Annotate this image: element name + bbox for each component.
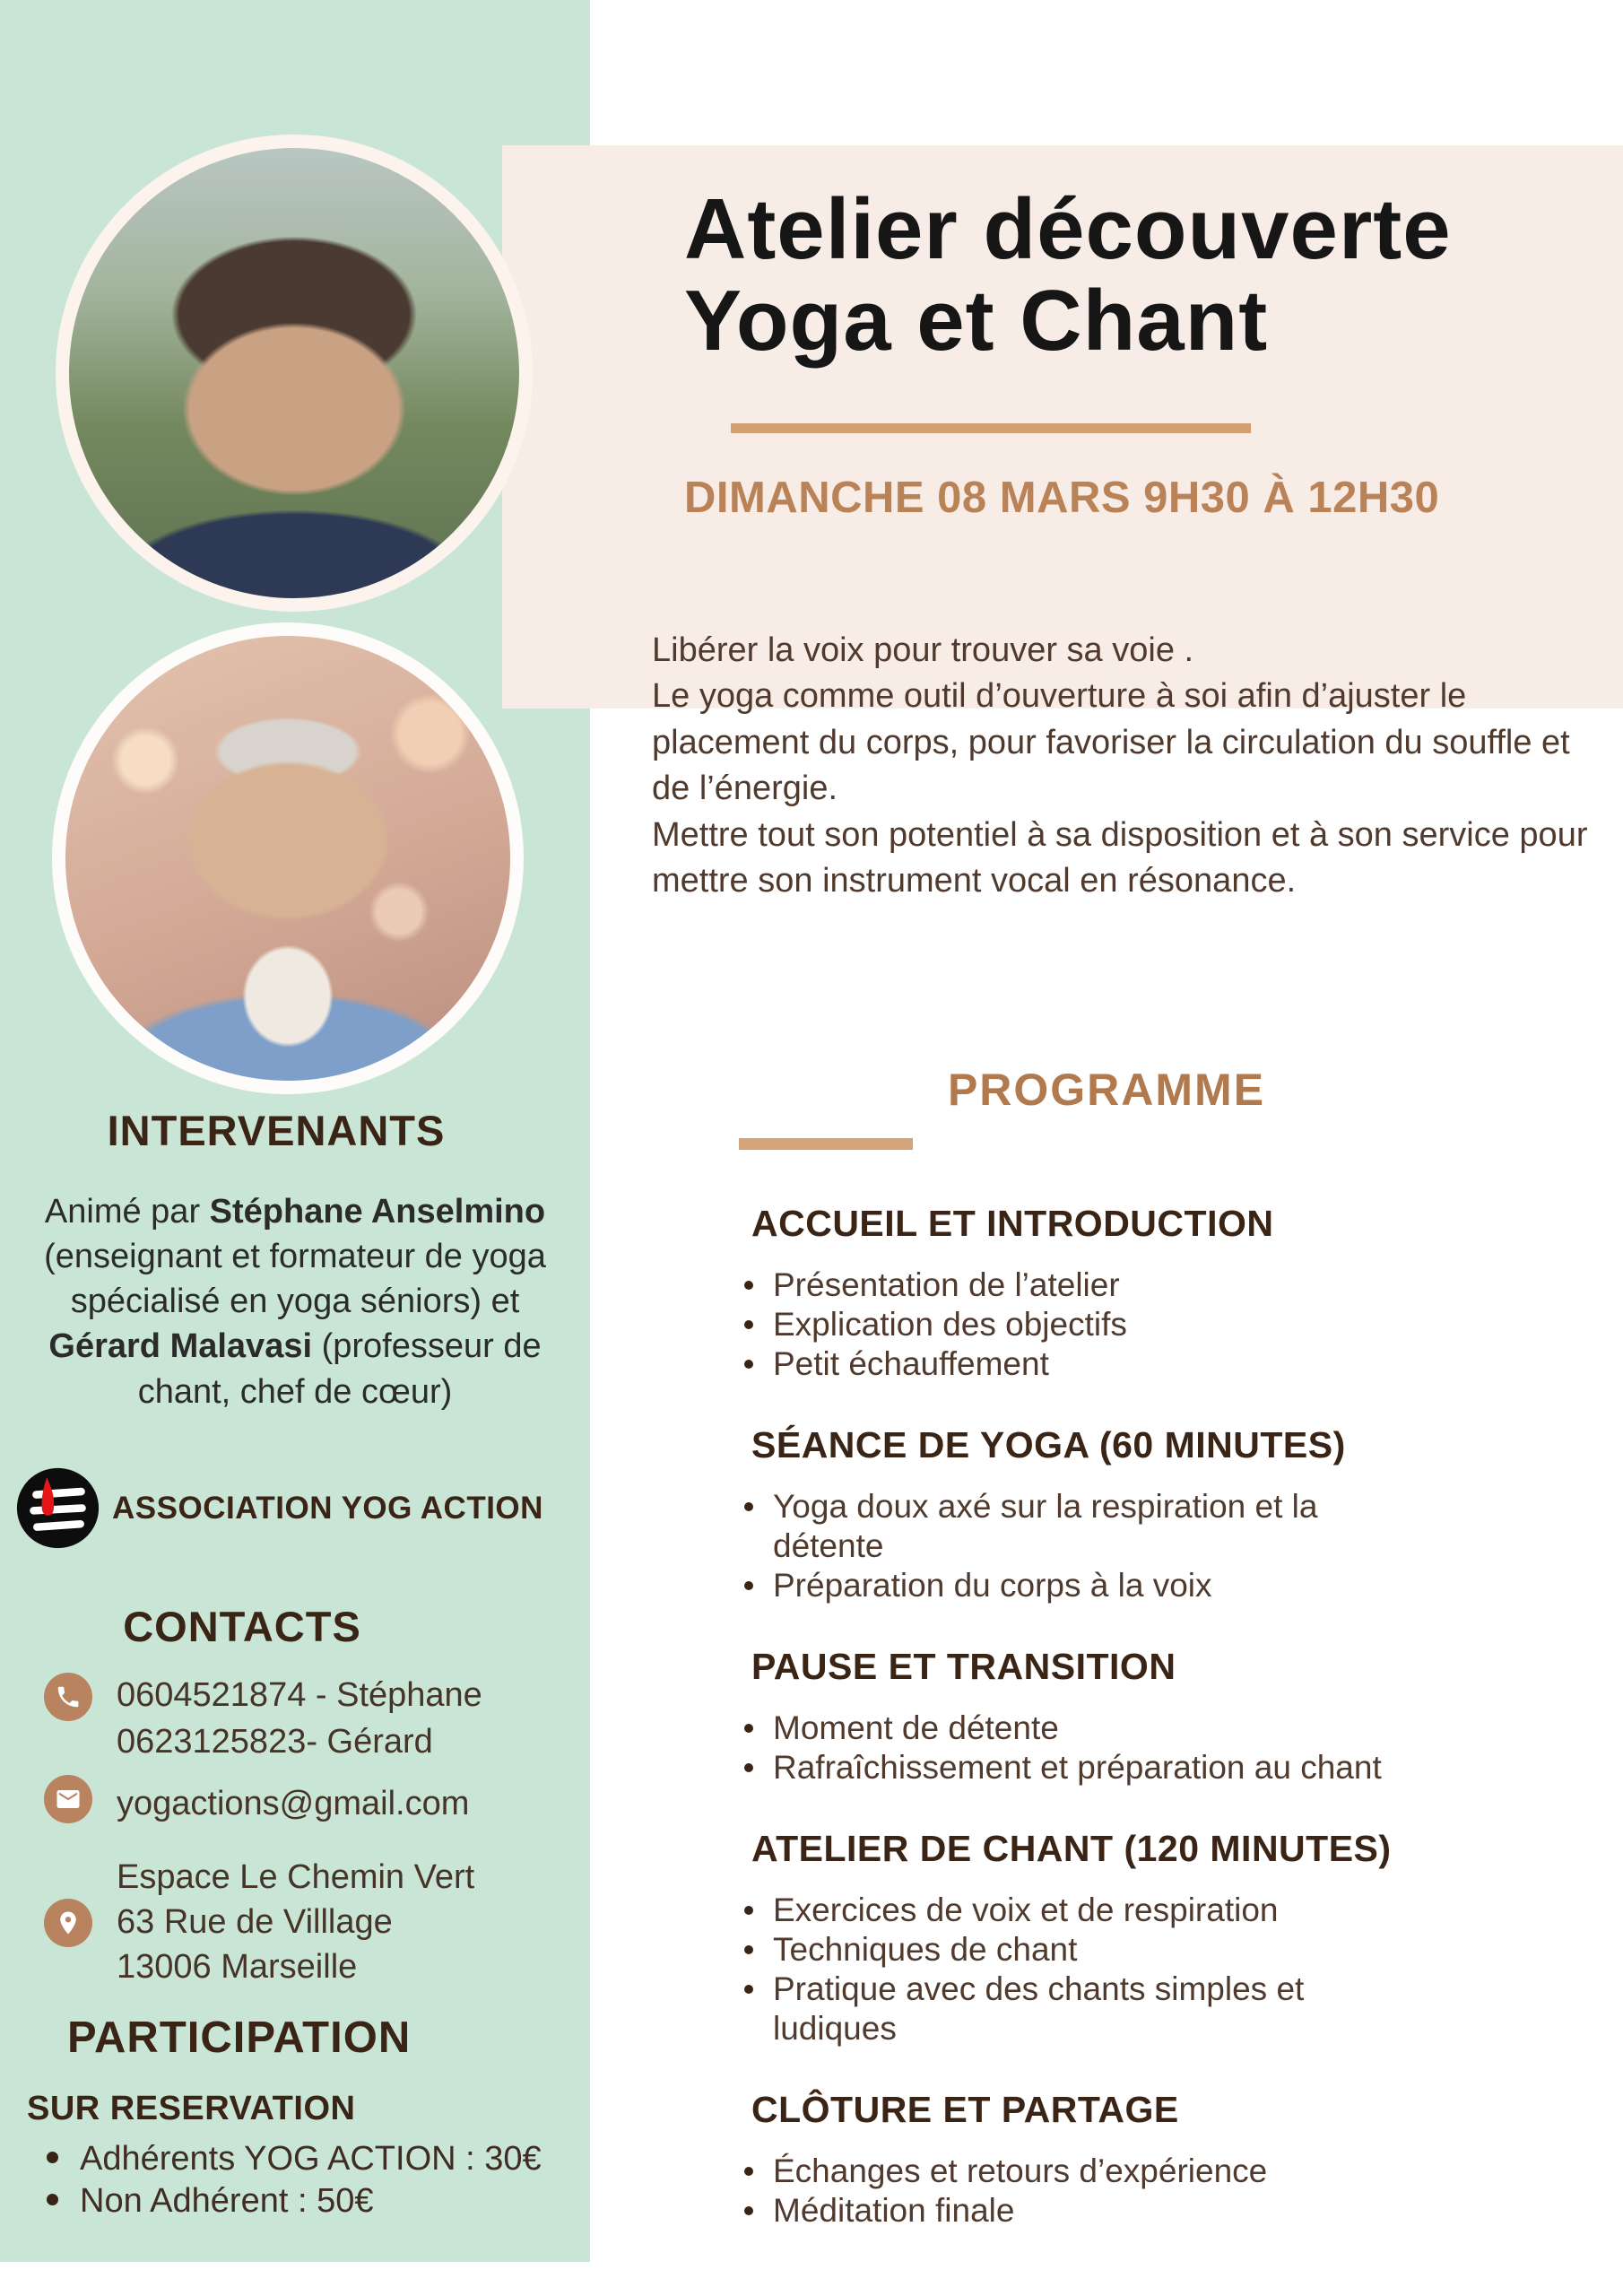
contact-email: yogactions@gmail.com bbox=[117, 1785, 470, 1822]
participation-title: PARTICIPATION bbox=[67, 2013, 412, 2062]
yog-action-logo-icon bbox=[14, 1465, 101, 1551]
intro-line-2: Le yoga comme outil d’ouverture à soi afin d’ajuster le placement du corps, pour favoriser la circulation du souffle et de l’énergie. bbox=[652, 677, 1570, 808]
bullet-dot bbox=[744, 2167, 753, 2176]
intervenant-name-stephane: Stéphane Anselmino bbox=[209, 1193, 546, 1231]
program-section-title: ATELIER DE CHANT (120 MINUTES) bbox=[751, 1828, 1392, 1869]
bullet-dot bbox=[744, 1502, 753, 1511]
program-section-title: SÉANCE DE YOGA (60 MINUTES) bbox=[751, 1424, 1346, 1465]
program-section-pause bbox=[744, 1648, 1408, 1787]
program-bullet: Méditation finale bbox=[744, 2191, 1408, 2231]
phone-icon bbox=[44, 1673, 92, 1721]
bullet-dot bbox=[744, 1360, 753, 1369]
reservation-title: SUR RESERVATION bbox=[27, 2090, 356, 2127]
page-title-line1: Atelier découverte bbox=[684, 181, 1452, 277]
address-line-2: 63 Rue de Villlage bbox=[117, 1903, 393, 1941]
program-bullet: Moment de détente bbox=[744, 1709, 1408, 1748]
address-line-3: 13006 Marseille bbox=[117, 1948, 358, 1986]
price-item-adherents: Adhérents YOG ACTION : 30€ bbox=[47, 2138, 542, 2180]
contacts-title: CONTACTS bbox=[123, 1603, 361, 1650]
bullet-dot bbox=[744, 1320, 753, 1329]
photo-gerard bbox=[52, 622, 524, 1094]
price-list bbox=[47, 2138, 542, 2222]
program-section-title: CLÔTURE ET PARTAGE bbox=[751, 2089, 1179, 2130]
program-bullet: Présentation de l’atelier bbox=[744, 1265, 1408, 1305]
intervenant-name-gerard: Gérard Malavasi bbox=[48, 1327, 313, 1366]
program-section-chant bbox=[744, 1828, 1408, 2048]
intervenants-text bbox=[18, 1189, 572, 1414]
program-bullet: Pratique avec des chants simples et ludiques bbox=[744, 1970, 1408, 2048]
program-bullet: Explication des objectifs bbox=[744, 1305, 1408, 1344]
bullet-dot bbox=[744, 1906, 753, 1915]
contact-address bbox=[117, 1855, 474, 1989]
program-bullet: Préparation du corps à la voix bbox=[744, 1566, 1408, 1605]
program-title: PROGRAMME bbox=[947, 1065, 1266, 1115]
bullet-dot bbox=[744, 1724, 753, 1733]
program-section-cloture bbox=[744, 2089, 1408, 2231]
bullet-dot bbox=[744, 1945, 753, 1954]
intervenants-title: INTERVENANTS bbox=[107, 1107, 446, 1154]
location-icon bbox=[44, 1899, 92, 1947]
phone-gerard: 0623125823- Gérard bbox=[117, 1723, 433, 1761]
bullet-dot bbox=[47, 2152, 58, 2163]
program-divider bbox=[739, 1138, 913, 1150]
program-bullet: Techniques de chant bbox=[744, 1930, 1408, 1970]
mail-icon bbox=[44, 1775, 92, 1823]
intro-line-3: Mettre tout son potentiel à sa disposition et à son service pour mettre son instrument vocal en résonance. bbox=[652, 815, 1588, 900]
page-title-line2: Yoga et Chant bbox=[684, 272, 1269, 369]
program-bullet: Rafraîchissement et préparation au chant bbox=[744, 1748, 1408, 1787]
program-section-accueil bbox=[744, 1205, 1408, 1384]
program-bullet: Yoga doux axé sur la respiration et la détente bbox=[744, 1487, 1408, 1566]
program-bullet: Petit échauffement bbox=[744, 1344, 1408, 1384]
program-section-title: PAUSE ET TRANSITION bbox=[751, 1646, 1176, 1687]
bullet-dot bbox=[47, 2194, 58, 2205]
bullet-dot bbox=[744, 1581, 753, 1590]
page-title bbox=[684, 181, 1452, 369]
address-line-1: Espace Le Chemin Vert bbox=[117, 1858, 475, 1896]
phone-stephane: 0604521874 - Stéphane bbox=[117, 1676, 482, 1714]
intervenants-prefix: Animé par bbox=[44, 1193, 210, 1231]
program-bullet: Exercices de voix et de respiration bbox=[744, 1891, 1408, 1930]
intervenants-middle: (enseignant et formateur de yoga spécialisé en yoga séniors) et bbox=[44, 1238, 546, 1321]
association-row bbox=[14, 1465, 543, 1551]
contact-phones bbox=[117, 1672, 482, 1765]
title-divider bbox=[731, 423, 1251, 433]
bullet-dot bbox=[744, 2206, 753, 2215]
intervenants-suffix: (professeur de chant, chef de cœur) bbox=[137, 1327, 542, 1411]
program-bullet: Échanges et retours d’expérience bbox=[744, 2152, 1408, 2191]
event-date: DIMANCHE 08 MARS 9H30 À 12H30 bbox=[684, 474, 1440, 522]
bullet-dot bbox=[744, 1281, 753, 1290]
program-sections bbox=[744, 1205, 1408, 2274]
bullet-dot bbox=[744, 1985, 753, 1994]
intro-paragraphs bbox=[652, 628, 1616, 905]
bullet-dot bbox=[744, 1763, 753, 1772]
photo-stephane bbox=[56, 135, 533, 612]
association-label: ASSOCIATION YOG ACTION bbox=[112, 1490, 543, 1526]
intro-line-1: Libérer la voix pour trouver sa voie . bbox=[652, 631, 1194, 669]
price-item-non-adherent: Non Adhérent : 50€ bbox=[47, 2180, 542, 2222]
program-section-title: ACCUEIL ET INTRODUCTION bbox=[751, 1203, 1274, 1244]
program-section-yoga bbox=[744, 1424, 1408, 1605]
